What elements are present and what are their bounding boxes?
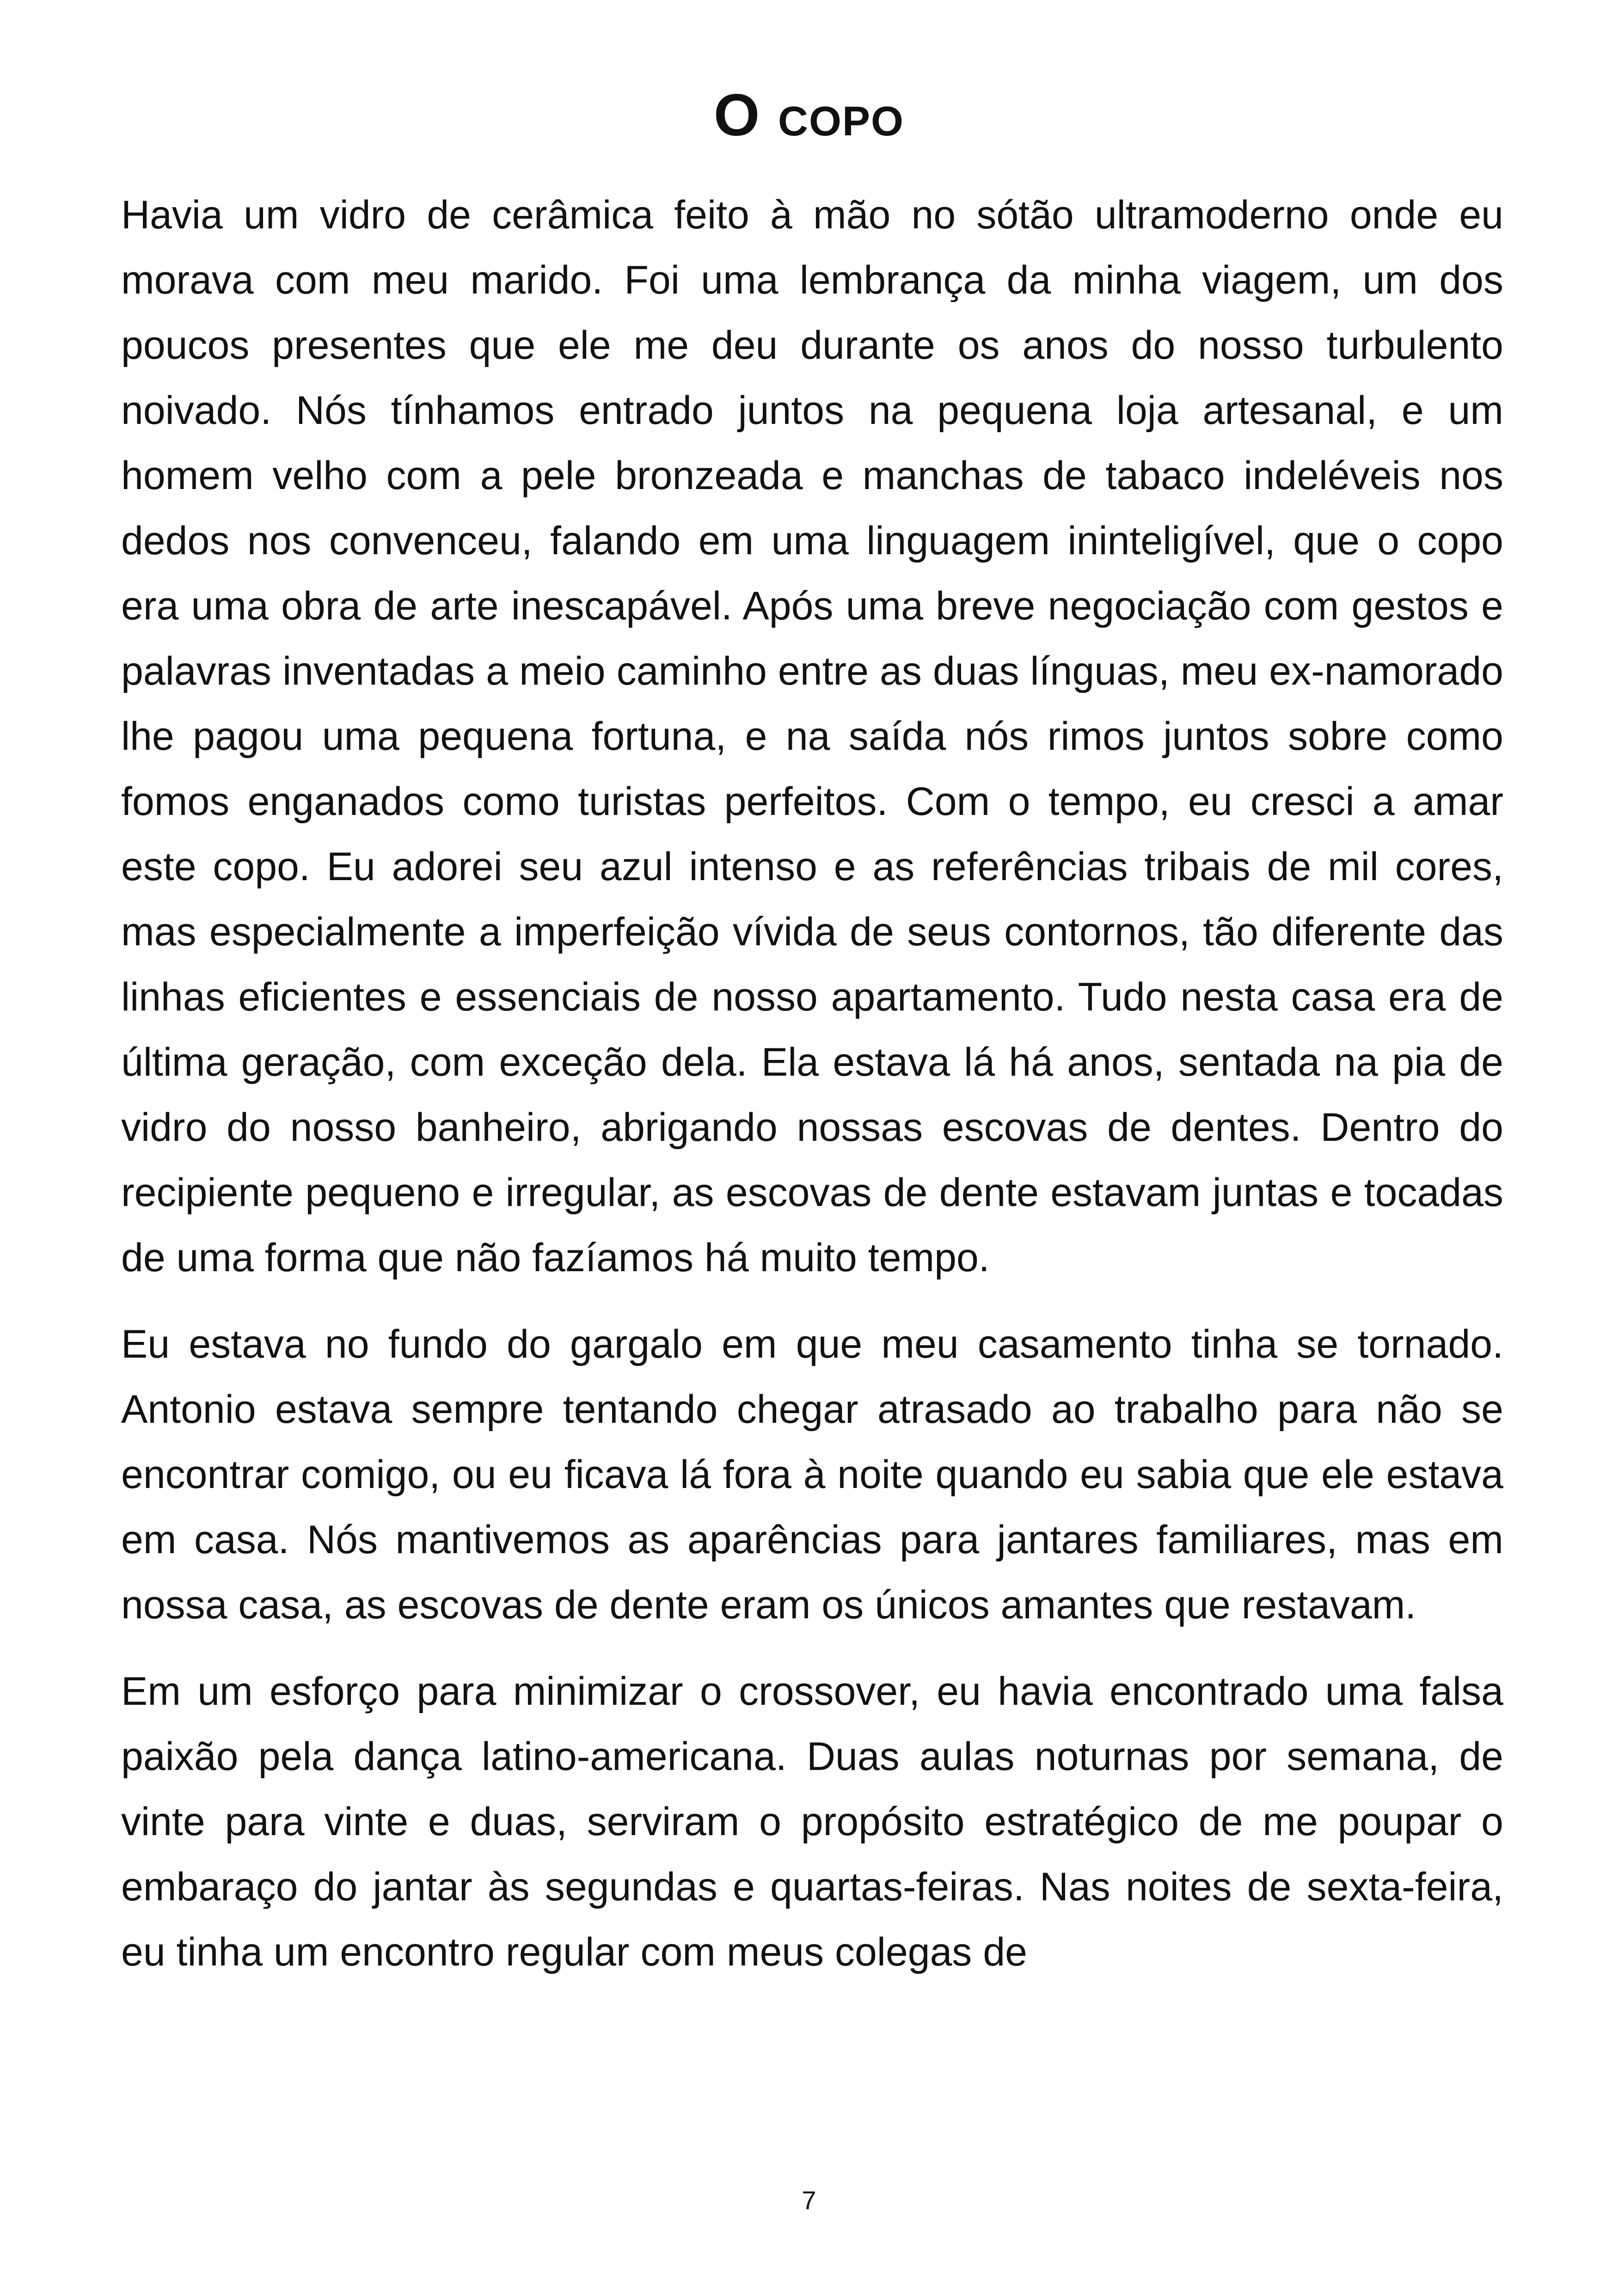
body-text — [121, 183, 1503, 2006]
page-number: 7 — [802, 2186, 816, 2215]
paragraph-2: Eu estava no fundo do gargalo em que meu casamento tinha se tornado. Antonio estava sempre tentando chegar atrasado ao trabalho para não se encontrar comigo, ou eu ficava lá fora à noite quando eu sabia que ele estava em casa. Nós mantivemos as aparências para jantares familiares, mas em nossa casa, as escovas de dente eram os únicos amantes que restavam. — [121, 1322, 1503, 1627]
paragraph-1: Havia um vidro de cerâmica feito à mão no sótão ultramoderno onde eu morava com meu marido. Foi uma lembrança da minha viagem, um dos poucos presentes que ele me deu durante os anos do nosso turbulento noivado. Nós tínhamos entrado juntos na pequena loja artesanal, e um homem velho com a pele bronzeada e manchas de tabaco indeléveis nos dedos nos convenceu, falando em uma linguagem ininteligível, que o copo era uma obra de arte inescapável. Após uma breve negociação com gestos e palavras inventadas a meio caminho entre as duas línguas, meu ex-namorado lhe pagou uma pequena fortuna, e na saída nós rimos juntos sobre como fomos enganados como turistas perfeitos. Com o tempo, eu cresci a amar este copo. Eu adorei seu azul intenso e as referências tribais de mil cores, mas especialmente a imperfeição vívida de seus contornos, tão diferente das linhas eficientes e essenciais de nosso apartamento. Tudo nesta casa era de última geração, com exceção dela. Ela estava lá há anos, sentada na pia de vidro do nosso banheiro, abrigando nossas escovas de dentes. Dentro do recipiente pequeno e irregular, as escovas de dente estavam juntas e tocadas de uma forma que não fazíamos há muito tempo. — [121, 193, 1503, 1280]
paragraph-3: Em um esforço para minimizar o crossover, eu havia encontrado uma falsa paixão pela dança latino-americana. Duas aulas noturnas por semana, de vinte para vinte e duas, serviram o propósito estratégico de me poupar o embaraço do jantar às segundas e quartas-feiras. Nas noites de sexta-feira, eu tinha um encontro regular com meus colegas de — [121, 1669, 1503, 1974]
page-title: O copo — [713, 82, 905, 148]
